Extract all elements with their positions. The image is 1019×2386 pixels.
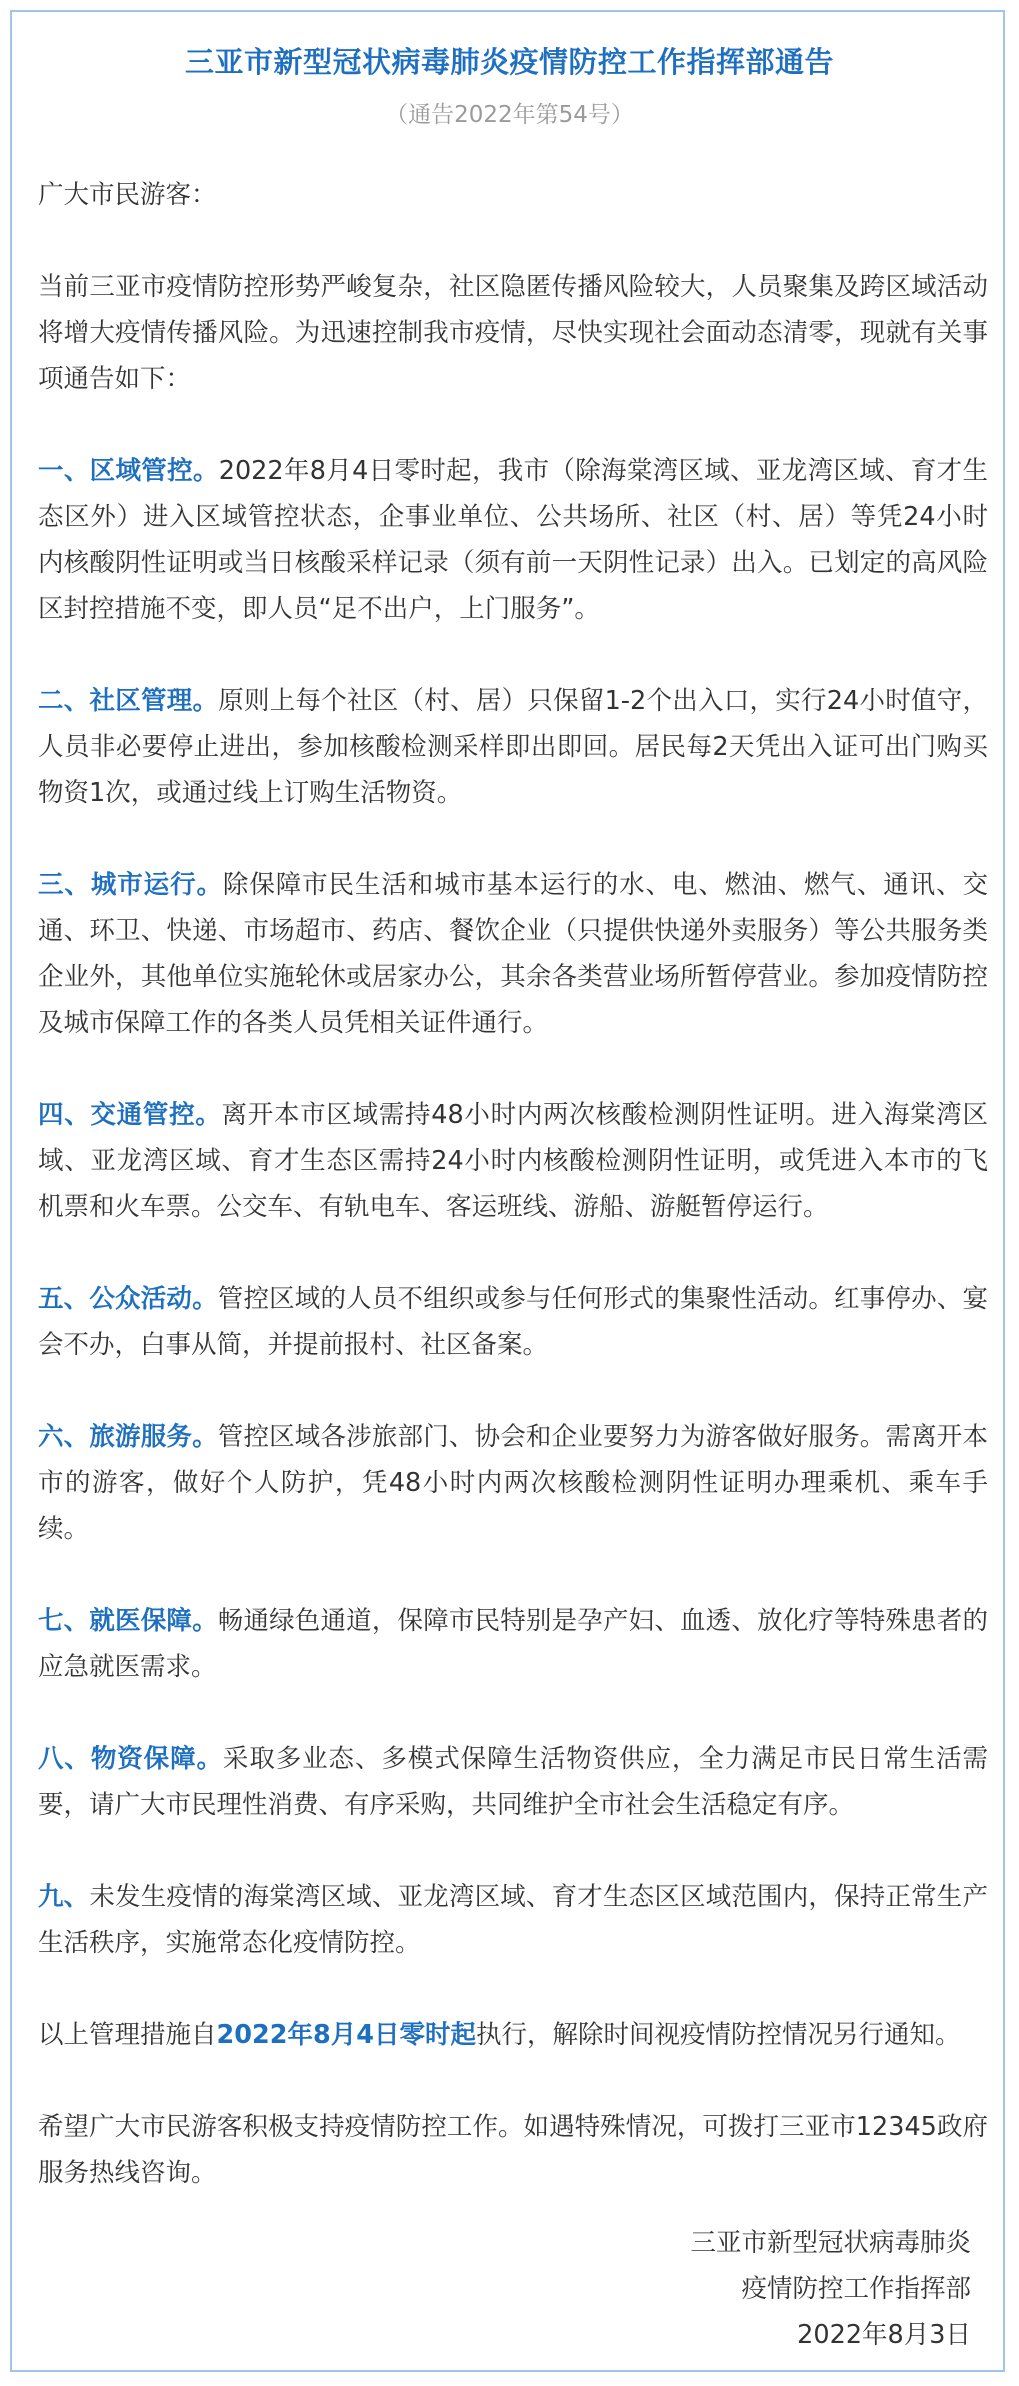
item-text: 采取多业态、多模式保障生活物资供应，全力满足市民日常生活需要，请广大市民理性消费、有序采购，共同维护全市社会生活稳定有序。 xyxy=(38,1744,988,1820)
item-traffic-control xyxy=(38,1092,988,1230)
item-tourism-service xyxy=(38,1414,988,1552)
item-text: 管控区域各涉旅部门、协会和企业要努力为游客做好服务。需离开本市的游客，做好个人防护，凭48小时内两次核酸检测阴性证明办理乘机、乘车手续。 xyxy=(38,1422,988,1544)
notice-title: 三亚市新型冠状病毒肺炎疫情防控工作指挥部通告 xyxy=(184,45,834,79)
item-heading: 九、 xyxy=(38,1882,90,1912)
item-text: 未发生疫情的海棠湾区域、亚龙湾区域、育才生态区区域范围内，保持正常生产生活秩序，实施常态化疫情防控。 xyxy=(38,1882,988,1958)
item-text: 除保障市民生活和城市基本运行的水、电、燃油、燃气、通讯、交通、环卫、快递、市场超市、药店、餐饮企业（只提供快递外卖服务）等公共服务类企业外，其他单位实施轮休或居家办公，其余各类营业场所暂停营业。参加疫情防控及城市保障工作的各类人员凭相关证件通行。 xyxy=(38,870,988,1038)
item-heading: 一、区域管控。 xyxy=(38,456,219,486)
closing-paragraph: 希望广大市民游客积极支持疫情防控工作。如遇特殊情况，可拨打三亚市12345政府服务热线咨询。 xyxy=(38,2112,988,2188)
item-heading: 四、交通管控。 xyxy=(38,1100,222,1130)
effective-time-paragraph xyxy=(38,2012,988,2058)
item-regional-control xyxy=(38,448,988,632)
signature-org-line1: 三亚市新型冠状病毒肺炎 xyxy=(690,2228,971,2258)
item-city-operation xyxy=(38,862,988,1046)
signature-block xyxy=(690,2220,971,2358)
notice-body xyxy=(38,172,988,2242)
effective-after: 执行，解除时间视疫情防控情况另行通知。 xyxy=(475,2020,961,2050)
notice-number: （通告2022年第54号） xyxy=(385,102,634,128)
effective-before: 以上管理措施自 xyxy=(38,2020,217,2050)
item-text: 离开本市区域需持48小时内两次核酸检测阴性证明。进入海棠湾区域、亚龙湾区域、育才生态区需持24小时内核酸检测阴性证明，或凭进入本市的飞机票和火车票。公交车、有轨电车、客运班线、游船、游艇暂停运行。 xyxy=(38,1100,988,1222)
item-normal-areas xyxy=(38,1874,988,1966)
item-text: 2022年8月4日零时起，我市（除海棠湾区域、亚龙湾区域、育才生态区外）进入区域管控状态，企事业单位、公共场所、社区（村、居）等凭24小时内核酸阴性证明或当日核酸采样记录（须有前一天阴性记录）出入。已划定的高风险区封控措施不变，即人员“足不出户，上门服务”。 xyxy=(38,456,988,624)
intro-paragraph: 当前三亚市疫情防控形势严峻复杂，社区隐匿传播风险较大，人员聚集及跨区域活动将增大疫情传播风险。为迅速控制我市疫情，尽快实现社会面动态清零，现就有关事项通告如下： xyxy=(38,272,988,394)
signature-org-line2: 疫情防控工作指挥部 xyxy=(741,2274,971,2304)
item-heading: 六、旅游服务。 xyxy=(38,1422,218,1452)
item-heading: 七、就医保障。 xyxy=(38,1606,218,1636)
item-heading: 三、城市运行。 xyxy=(38,870,223,900)
item-heading: 五、公众活动。 xyxy=(38,1284,218,1314)
item-text: 畅通绿色通道，保障市民特别是孕产妇、血透、放化疗等特殊患者的应急就医需求。 xyxy=(38,1606,988,1682)
item-heading: 二、社区管理。 xyxy=(38,686,219,716)
item-supplies-guarantee xyxy=(38,1736,988,1828)
notice-frame xyxy=(10,10,1005,2372)
effective-time-highlight: 2022年8月4日零时起 xyxy=(216,2020,476,2050)
item-medical-guarantee xyxy=(38,1598,988,1690)
item-text: 原则上每个社区（村、居）只保留1-2个出入口，实行24小时值守，人员非必要停止进出，参加核酸检测采样即出即回。居民每2天凭出入证可出门购买物资1次，或通过线上订购生活物资。 xyxy=(38,686,988,808)
signature-date: 2022年8月3日 xyxy=(797,2320,971,2350)
greeting: 广大市民游客： xyxy=(38,180,217,210)
item-public-activities xyxy=(38,1276,988,1368)
item-community-management xyxy=(38,678,988,816)
item-text: 管控区域的人员不组织或参与任何形式的集聚性活动。红事停办、宴会不办，白事从简，并提前报村、社区备案。 xyxy=(38,1284,988,1360)
item-heading: 八、物资保障。 xyxy=(38,1744,223,1774)
